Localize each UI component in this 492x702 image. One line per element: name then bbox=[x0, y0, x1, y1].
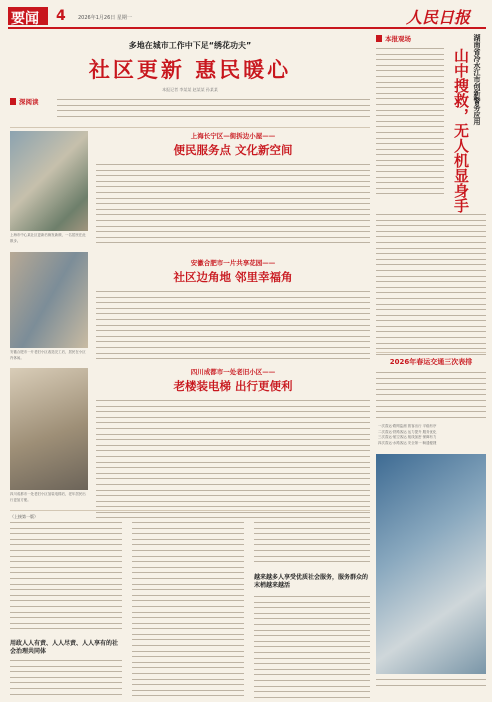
col-1b bbox=[10, 660, 122, 699]
section-body bbox=[96, 164, 370, 243]
section-kicker: 安徽合肥市一片共享花园—— bbox=[190, 259, 276, 267]
schedule-row: 二次春运·铁路客运 运力提升 服务优化 bbox=[378, 429, 437, 434]
subhead-2: 越来越多人享受优质社会服务，服务群众的末梢越来越活 bbox=[254, 574, 369, 589]
page-number: 4 bbox=[56, 8, 66, 24]
schedule-row: 四次春运·水路客运 安全第一 畅通便捷 bbox=[378, 440, 437, 445]
section-title: 便民服务点 文化新空间 bbox=[173, 143, 293, 157]
section-title: 社区边角地 邻里幸福角 bbox=[173, 270, 293, 284]
sidebar-body bbox=[376, 214, 486, 359]
photo-hefei bbox=[10, 252, 88, 348]
section-chengdu bbox=[96, 367, 370, 507]
notice-body bbox=[376, 372, 486, 422]
lead-byline: 本报记者 李某某 赵某某 孙某某 bbox=[162, 87, 218, 92]
lead-kicker: 多地在城市工作中下足“绣花功夫” bbox=[128, 41, 252, 50]
section-label: 要闻 bbox=[11, 11, 39, 27]
caption-shanghai: 上海市中心某社区更新后焕发新颜，一名居民在此散步。 bbox=[10, 233, 86, 243]
issue-date: 2026年1月26日 星期一 bbox=[78, 15, 132, 21]
divider bbox=[10, 510, 370, 511]
sidebar-tag bbox=[376, 34, 436, 43]
sidebar-intro bbox=[376, 48, 444, 199]
lead-intro-text bbox=[57, 99, 370, 123]
section-body bbox=[96, 291, 370, 359]
photo-chengdu bbox=[10, 368, 88, 490]
masthead bbox=[8, 5, 486, 27]
tag-marker bbox=[376, 35, 382, 42]
photo-shanghai bbox=[10, 131, 88, 231]
newspaper-logo: 人民日报 bbox=[406, 8, 471, 27]
col-3a bbox=[254, 522, 370, 567]
subhead-1: 用政人人有责、人人尽责、人人享有的社会治理共同体 bbox=[10, 640, 119, 655]
section-hefei bbox=[96, 258, 370, 358]
col-1 bbox=[10, 522, 122, 634]
divider bbox=[10, 127, 370, 128]
notice-title: 2026年春运交通三次表排 bbox=[389, 358, 473, 366]
divider bbox=[376, 352, 486, 353]
section-title: 老楼装电梯 出行更便利 bbox=[173, 379, 293, 393]
section-shanghai bbox=[96, 131, 370, 241]
sidebar-vertical-kicker: 湖南省冷水江市创新警务应用 bbox=[473, 34, 481, 125]
caption-hefei: 安徽合肥市一片老旧小区改造完工后，居民在小区内休闲。 bbox=[10, 350, 86, 360]
sidebar-vertical-title: 山中搜救，无人机显身手 bbox=[452, 48, 470, 213]
col-2 bbox=[132, 522, 244, 701]
lead-headline bbox=[10, 34, 370, 90]
lead-title: 社区更新 惠民暖心 bbox=[88, 58, 292, 82]
col-3b bbox=[254, 596, 370, 702]
deep-read-tag bbox=[10, 97, 55, 106]
schedule-row: 三次春运·航空客运 航线加密 保障有力 bbox=[378, 435, 437, 440]
caption-chengdu: 四川成都市一处老旧小区加装电梯后，老年居民出行更加方便。 bbox=[10, 492, 86, 502]
continued-kicker: （上接第一版） bbox=[10, 514, 38, 519]
schedule-row: 一次春运·路网监测 旅客出行 平稳有序 bbox=[378, 424, 437, 428]
masthead-rule bbox=[8, 27, 486, 29]
tag-marker bbox=[10, 98, 16, 105]
notice-schedule bbox=[378, 424, 484, 446]
sidebar-tag-label: 本报观场 bbox=[385, 35, 411, 43]
sidebar-observer bbox=[376, 34, 486, 694]
section-kicker: 四川成都市一处老旧小区—— bbox=[190, 368, 276, 376]
section-kicker: 上海长宁区—街拆边小屋—— bbox=[190, 132, 276, 140]
sidebar-photo bbox=[376, 454, 486, 674]
section-body bbox=[96, 400, 370, 518]
sidebar-photo-caption bbox=[376, 679, 486, 690]
continued-article bbox=[10, 514, 370, 696]
tag-label: 深阅读 bbox=[19, 98, 39, 106]
